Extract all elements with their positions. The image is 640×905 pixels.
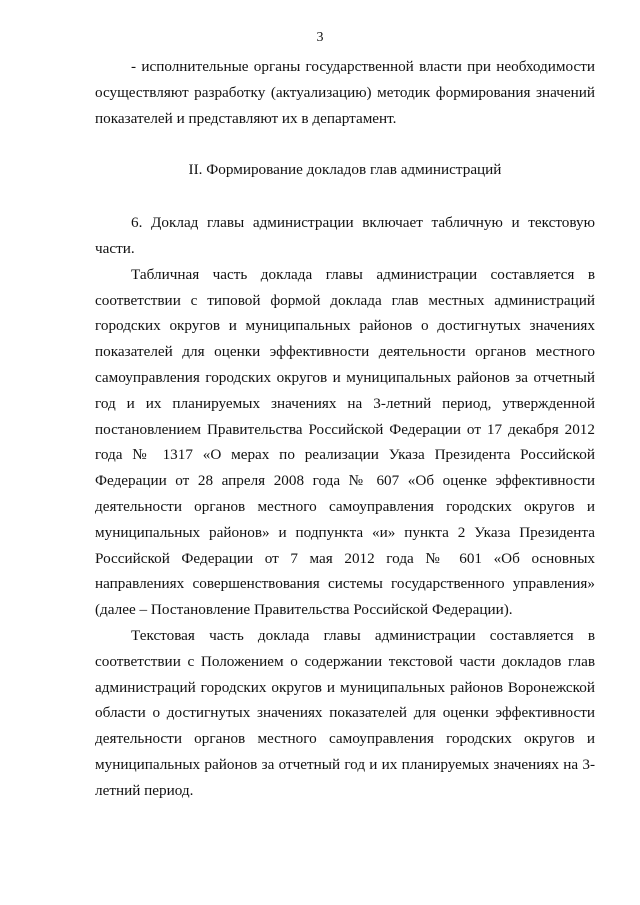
- paragraph-report-parts: 6. Доклад главы администрации включает табличную и текстовую части.: [95, 214, 595, 257]
- paragraph-tabular-part: Табличная часть доклада главы администрации составляется в соответствии с типовой формой доклада глав местных администраций городских округов и муниципальных районов о достигнутых значениях показателей для оценки эффективности деятельности органов местного самоуправления городских округов и муниципальных районов за отчетный год и их планируемых значениях на 3-летний период, утвержденной постановлением Правительства Российской Федерации от 17 декабря 2012 года № 1317 «О мерах по реализации Указа Президента Российской Федерации от 28 апреля 2008 года № 607 «Об оценке эффективности деятельности органов местного самоуправления городских округов и муниципальных районов» и подпункта «и» пункта 2 Указа Президента Российской Федерации от 7 мая 2012 года № 601 «Об основных направлениях совершенствования системы государственного управления» (далее – Постановление Правительства Российской Федерации).: [95, 265, 595, 619]
- page-number: 3: [316, 30, 324, 45]
- document-body: [95, 54, 595, 804]
- section-heading: II. Формирование докладов глав администраций: [188, 161, 502, 179]
- paragraph-executive-bodies: - исполнительные органы государственной власти при необходимости осуществляют разработку (актуализацию) методик формирования значений показателей и представляют их в департамент.: [95, 58, 595, 127]
- paragraph-text-part: Текстовая часть доклада главы администрации составляется в соответствии с Положением о содержании текстовой части докладов глав администраций городских округов и муниципальных районов Воронежской области о достигнутых значениях показателей для оценки эффективности деятельности органов местного самоуправления городских округов и муниципальных районов за отчетный год и их планируемых значениях на 3-летний период.: [95, 626, 595, 799]
